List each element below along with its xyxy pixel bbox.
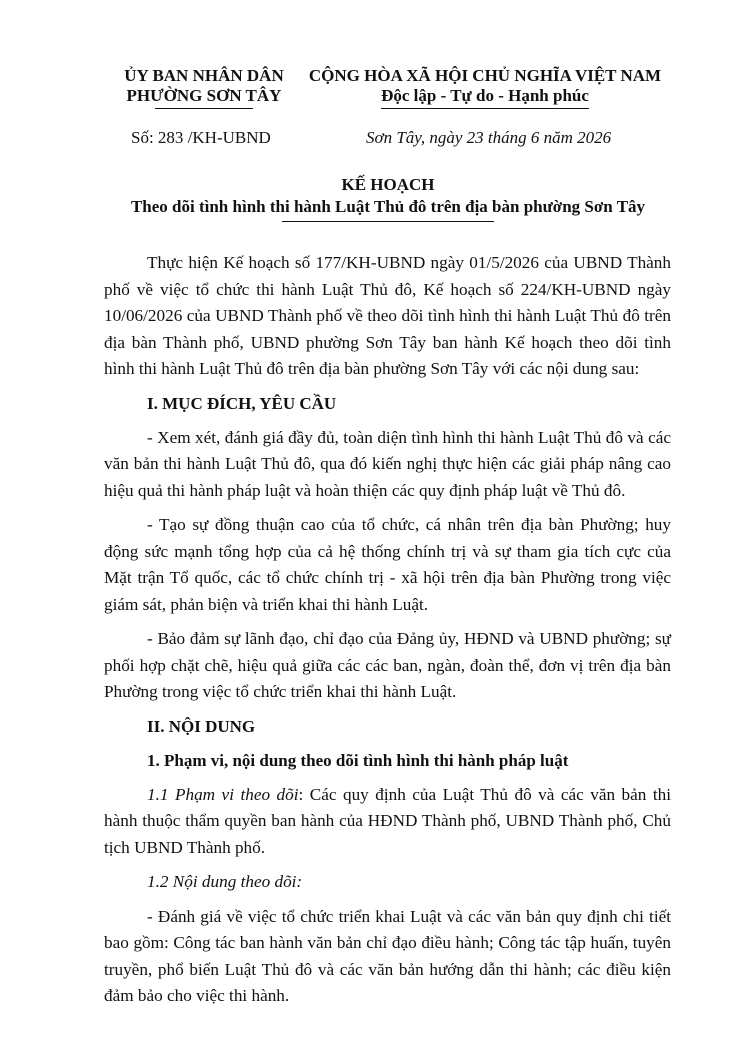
nation-line-1: CỘNG HÒA XÃ HỘI CHỦ NGHĨA VIỆT NAM: [308, 66, 662, 85]
document-subtitle: Theo dõi tình hình thi hành Luật Thủ đô trên địa bàn phường Sơn Tây: [130, 197, 646, 216]
purpose-paragraph-1: - Xem xét, đánh giá đầy đủ, toàn diện tình hình thi hành Luật Thủ đô và các văn bản thi hành Luật Thủ đô, qua đó kiến nghị thực hiện các giải pháp nâng cao hiệu quả thi hành pháp luật và hoàn thiện các quy định pháp luật về Thủ đô.: [104, 427, 671, 500]
title-underline: [282, 221, 494, 222]
agency-line-1: ỦY BAN NHÂN DÂN: [124, 66, 284, 85]
place-date: Sơn Tây, ngày 23 tháng 6 năm 2026: [366, 128, 612, 147]
motto-underline: [381, 108, 589, 109]
subsection-1-heading: 1. Phạm vi, nội dung theo dõi tình hình thi hành pháp luật: [147, 750, 569, 770]
agency-line-2: PHƯỜNG SƠN TÂY: [126, 86, 282, 105]
scope-label: 1.1 Phạm vi theo dõi: [147, 784, 299, 804]
scope-text: : Các quy định của Luật Thủ đô và các văn bản thi hành thuộc thẩm quyền ban hành của HĐND Thành phố, UBND Thành phố, Chủ tịch UBND Thành phố.: [104, 784, 671, 857]
purpose-paragraph-3: - Bảo đảm sự lãnh đạo, chỉ đạo của Đảng ủy, HĐND và UBND phường; sự phối hợp chặt chẽ, hiệu quả giữa các các ban, ngàn, đoàn thể, đơn vị trên địa bàn Phường trong việc tổ chức triển khai thi hành Luật.: [104, 629, 671, 701]
content-label: 1.2 Nội dung theo dõi:: [147, 872, 303, 891]
document-title-block: [100, 174, 676, 222]
national-motto: [300, 66, 670, 109]
issuing-agency: [112, 66, 296, 109]
document-body: [104, 250, 671, 1018]
scope-paragraph: [104, 782, 671, 862]
agency-underline: [155, 108, 253, 109]
section-2-heading: II. NỘI DUNG: [147, 716, 256, 736]
nation-line-2: Độc lập - Tự do - Hạnh phúc: [381, 86, 589, 105]
document-title: KẾ HOẠCH: [341, 175, 435, 194]
content-paragraph-1: - Đánh giá về việc tổ chức triển khai Luật và các văn bản quy định chi tiết bao gồm: Công tác ban hành văn bản chỉ đạo điều hành; Công tác tập huấn, tuyên truyền, phổ biến Luật Thủ đô và các văn bản hướng dẫn thi hành; các điều kiện đảm bảo cho việc thi hành.: [104, 906, 671, 1005]
intro-paragraph: Thực hiện Kế hoạch số 177/KH-UBND ngày 01/5/2026 của UBND Thành phố về việc tổ chức thi hành Luật Thủ đô, Kế hoạch số 224/KH-UBND ngày 10/06/2026 của UBND Thành phố về theo dõi tình hình thi hành Luật Thủ đô trên địa bàn Thành phố, UBND phường Sơn Tây ban hành Kế hoạch theo dõi tình hình thi hành Luật Thủ đô trên địa bàn phường Sơn Tây với các nội dung sau:: [104, 253, 671, 378]
purpose-paragraph-2: - Tạo sự đồng thuận cao của tổ chức, cá nhân trên địa bàn Phường; huy động sức mạnh tổng hợp của cả hệ thống chính trị và sự tham gia tích cực của Mặt trận Tổ quốc, các tổ chức chính trị - xã hội trên địa bàn Phường trong việc giám sát, phản biện và triển khai thi hành Luật.: [104, 515, 671, 614]
section-1-heading: I. MỤC ĐÍCH, YÊU CẦU: [147, 393, 337, 413]
reference-number: Số: 283 /KH-UBND: [131, 128, 271, 147]
